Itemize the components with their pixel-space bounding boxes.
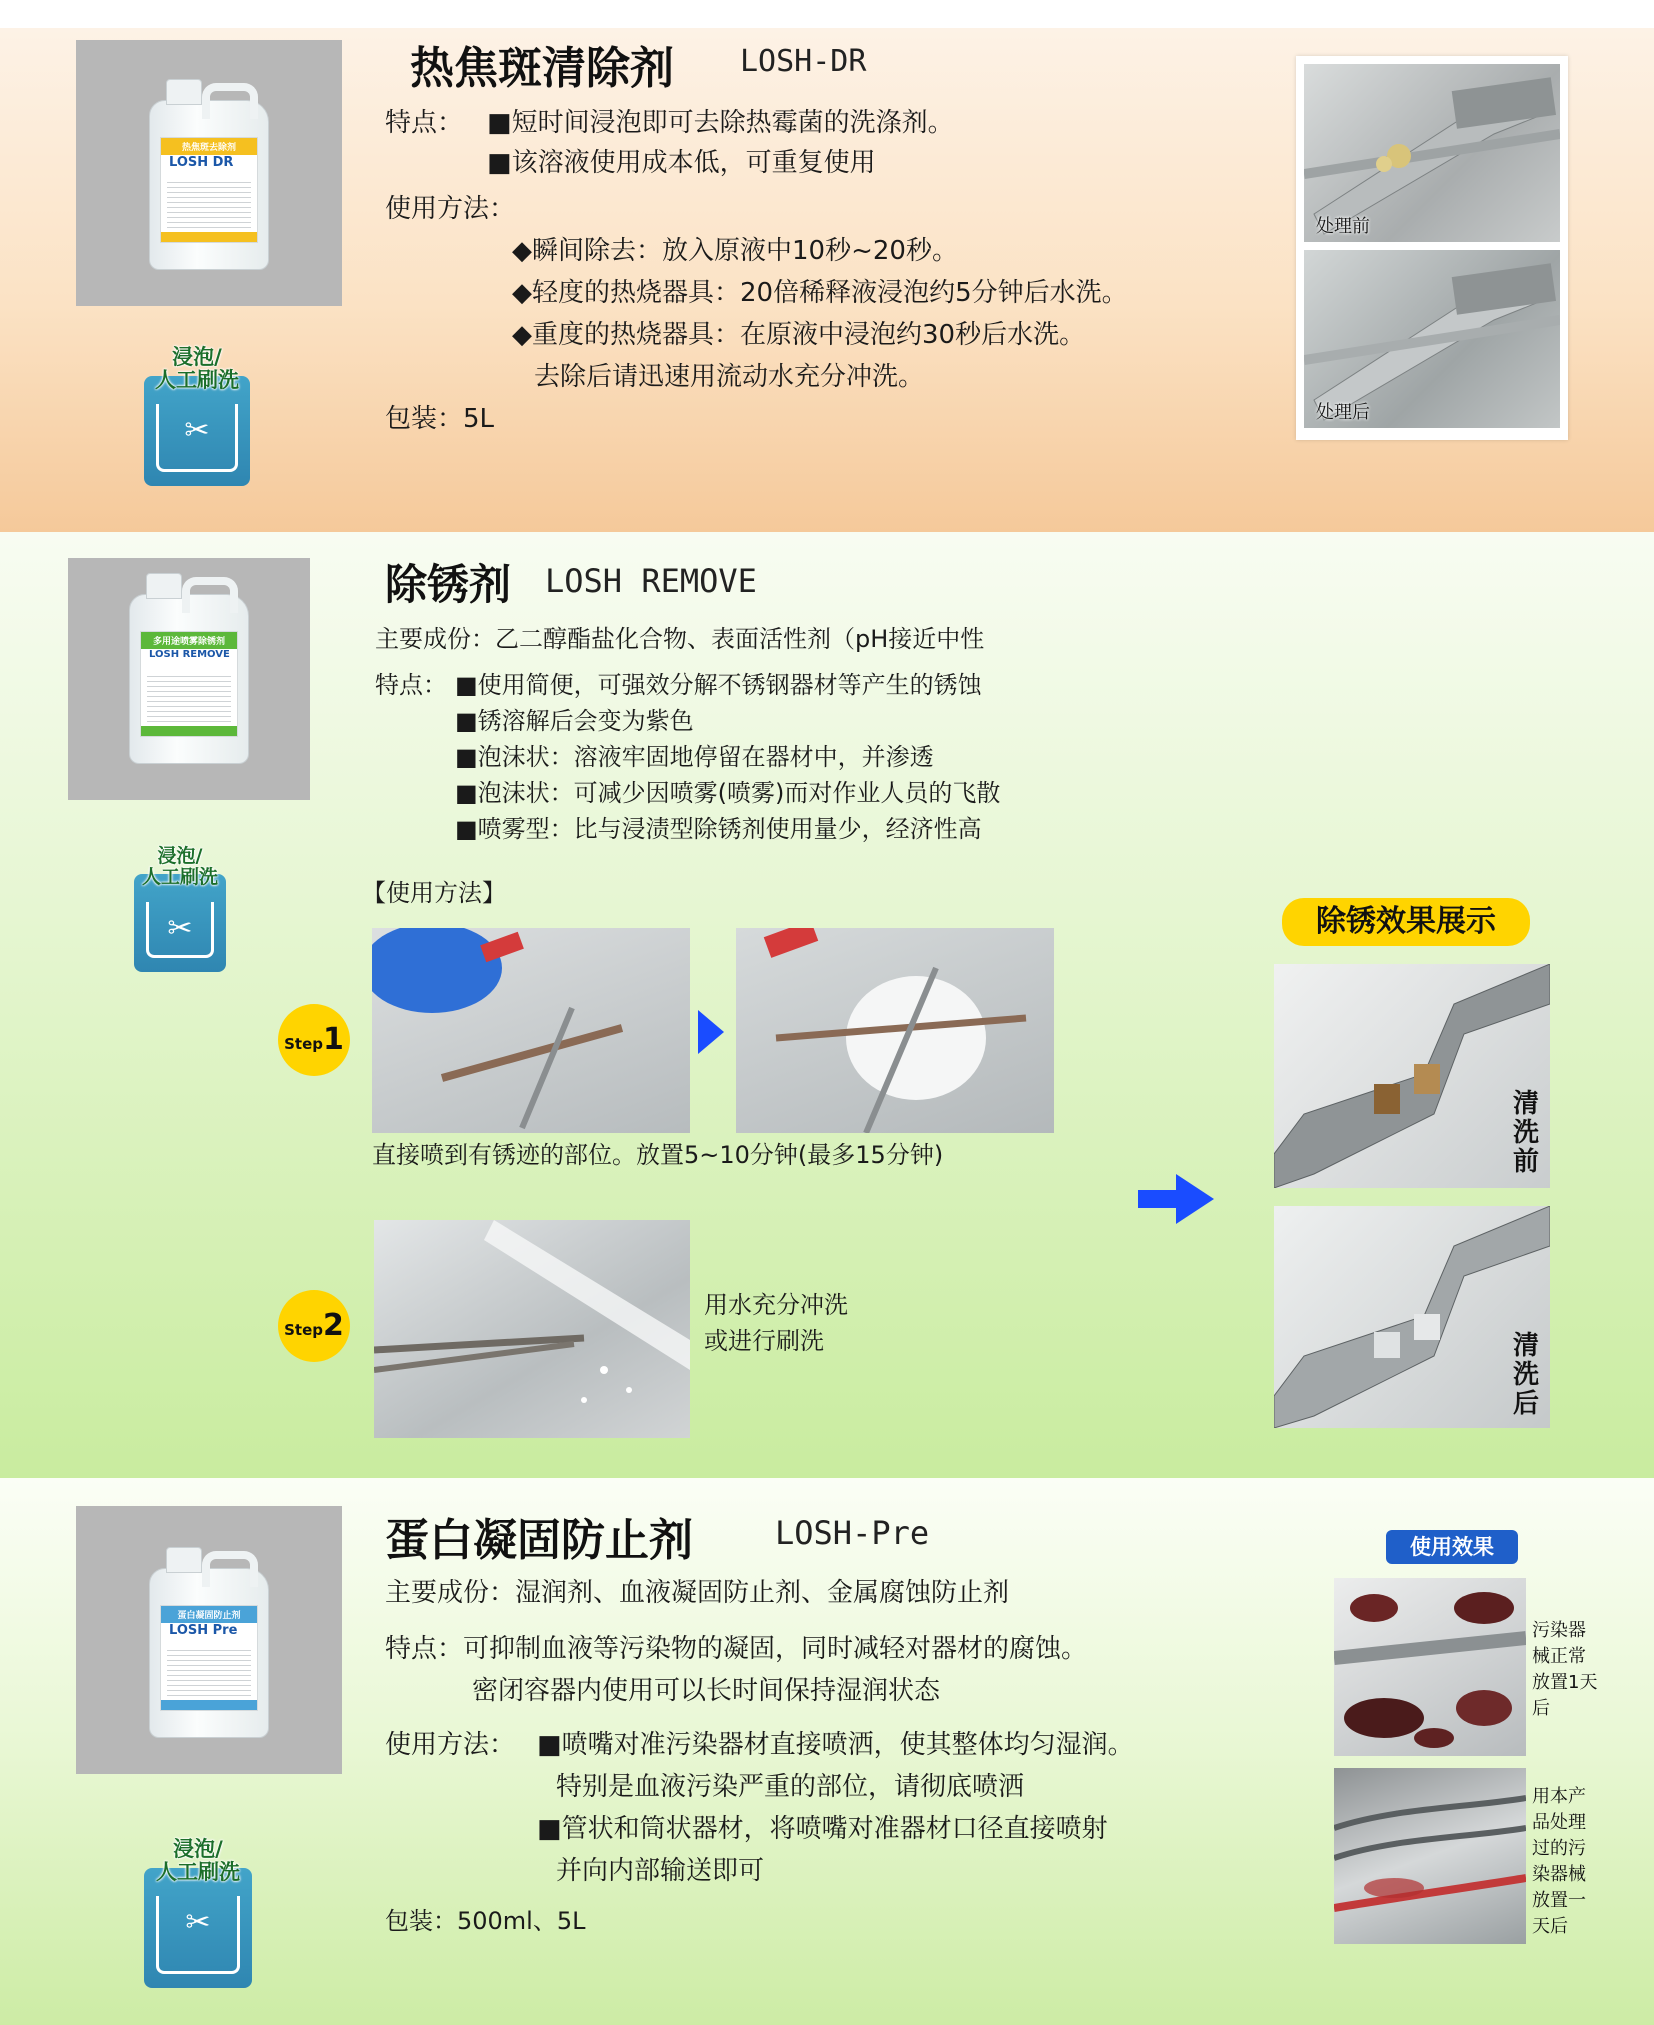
product-title: 除锈剂 — [385, 560, 512, 609]
method-icon-label: 浸泡/ 人工刷洗 — [141, 845, 218, 888]
feature-item: ■泡沫状：可减少因喷雾(喷雾)而对作业人员的飞散 — [455, 779, 1001, 807]
after-clean-photo — [1274, 1206, 1550, 1428]
after-clean-label: 清洗后 — [1512, 1331, 1539, 1419]
spray-illustration — [372, 928, 690, 1133]
before-label: 处理前 — [1316, 216, 1370, 237]
feature-item: ■喷雾型：比与浸渍型除锈剂使用量少，经济性高 — [455, 815, 982, 843]
product-code: LOSH-Pre — [775, 1514, 930, 1552]
instrument-illustration — [1274, 964, 1550, 1188]
usage-label: 使用方法： — [385, 1730, 516, 1760]
bottle-label-text: 多用途喷雾除锈剂 — [141, 632, 237, 649]
step-2-badge — [278, 1290, 350, 1362]
ingredients: 主要成份：湿润剂、血液凝固防止剂、金属腐蚀防止剂 — [385, 1578, 1010, 1608]
usage-item: ■喷嘴对准污染器材直接喷洒，使其整体均匀湿润。 — [537, 1730, 1134, 1760]
bottle-label-text: 热焦斑去除剂 — [161, 138, 257, 155]
before-photo — [1304, 64, 1560, 242]
bottle-brand-text: LOSH DR — [169, 155, 234, 170]
step-1-badge — [278, 1004, 350, 1076]
scissors-icon: ✂ — [184, 413, 210, 448]
treated-photo — [1334, 1768, 1526, 1944]
usage-item: ◆轻度的热烧器具：20倍稀释液浸泡约5分钟后水洗。 — [512, 278, 1128, 308]
bottle-image — [129, 594, 249, 764]
effect-title-badge: 使用效果 — [1386, 1530, 1518, 1564]
method-icon-label: 浸泡/ 人工刷洗 — [155, 345, 239, 392]
feature-item: ■泡沫状：溶液牢固地停留在器材中，并渗透 — [455, 743, 934, 771]
instrument-illustration — [1334, 1768, 1526, 1944]
after-label: 处理后 — [1316, 402, 1370, 423]
features-label: 特点： — [375, 671, 447, 699]
usage-header: 【使用方法】 — [362, 879, 506, 907]
step-1-photo-b — [736, 928, 1054, 1133]
usage-item: ◆重度的热烧器具：在原液中浸泡约30秒后水洗。 — [512, 320, 1086, 350]
product-title: 蛋白凝固防止剂 — [385, 1515, 693, 1566]
package-info: 包装：5L — [385, 404, 495, 434]
features-line: 密闭容器内使用可以长时间保持湿润状态 — [472, 1676, 941, 1706]
rinse-illustration — [374, 1220, 690, 1438]
step-number: 2 — [323, 1308, 344, 1343]
arrow-right-icon — [698, 1010, 724, 1054]
step-1-caption: 直接喷到有锈迹的部位。放置5~10分钟(最多15分钟) — [372, 1141, 944, 1169]
features-label: 特点： — [385, 108, 464, 138]
feature-item: ■该溶液使用成本低，可重复使用 — [487, 148, 876, 178]
product-photo-pre — [76, 1506, 342, 1774]
contaminated-note: 污染器械正常放置1天后 — [1532, 1620, 1598, 1719]
product-title: 热焦斑清除剂 — [410, 43, 674, 94]
instrument-illustration — [1334, 1578, 1526, 1756]
bottle-brand-text: LOSH Pre — [169, 1623, 238, 1638]
arrow-head — [1176, 1174, 1214, 1224]
step-2-photo — [374, 1220, 690, 1438]
step-2-caption-line: 或进行刷洗 — [704, 1327, 824, 1355]
feature-item: ■锈溶解后会变为紫色 — [455, 707, 694, 735]
usage-item: ◆瞬间除去：放入原液中10秒~20秒。 — [512, 236, 958, 266]
features-line: 特点：可抑制血液等污染物的凝固，同时减轻对器材的腐蚀。 — [385, 1634, 1088, 1664]
treated-note: 用本产品处理过的污染器械放置一天后 — [1532, 1786, 1586, 1937]
section-losh-dr — [0, 28, 1654, 532]
contaminated-photo — [1334, 1578, 1526, 1756]
section-losh-pre — [0, 1478, 1654, 2025]
step-word: Step — [284, 1035, 323, 1053]
product-photo-dr — [76, 40, 342, 306]
method-icon-label: 浸泡/ 人工刷洗 — [156, 1837, 240, 1884]
usage-item: ■管状和筒状器材，将喷嘴对准器材口径直接喷射 — [537, 1814, 1108, 1844]
after-photo — [1304, 250, 1560, 428]
feature-item: ■短时间浸泡即可去除热霉菌的洗涤剂。 — [487, 108, 954, 138]
usage-item: 特别是血液污染严重的部位，请彻底喷洒 — [556, 1772, 1025, 1802]
soak-brush-icon — [138, 1838, 258, 1988]
usage-item: 去除后请迅速用流动水充分冲洗。 — [534, 362, 925, 392]
bottle-brand-text: LOSH REMOVE — [149, 649, 230, 660]
foam-illustration — [736, 928, 1054, 1133]
product-code: LOSH-DR — [740, 44, 867, 79]
step-word: Step — [284, 1321, 323, 1339]
bottle-label-text: 蛋白凝固防止剂 — [161, 1606, 257, 1623]
soak-brush-icon — [138, 346, 256, 486]
step-1-photo-a — [372, 928, 690, 1133]
package-info: 包装：500ml、5L — [385, 1907, 586, 1935]
step-2-caption-line: 用水充分冲洗 — [704, 1291, 848, 1319]
feature-item: ■使用简便，可强效分解不锈钢器材等产生的锈蚀 — [455, 671, 982, 699]
usage-label: 使用方法： — [385, 194, 516, 224]
usage-item: 并向内部输送即可 — [556, 1856, 765, 1886]
product-photo-remove — [68, 558, 310, 800]
before-after-panel — [1296, 56, 1568, 440]
scissors-icon: ✂ — [167, 911, 193, 946]
product-code: LOSH REMOVE — [545, 562, 757, 600]
before-clean-label: 清洗前 — [1512, 1089, 1539, 1177]
before-clean-photo — [1274, 964, 1550, 1188]
bottle-image — [149, 100, 269, 270]
soak-brush-icon — [128, 846, 232, 972]
section-losh-remove — [0, 532, 1654, 1478]
instrument-illustration — [1274, 1206, 1550, 1428]
step-number: 1 — [323, 1022, 344, 1057]
arrow-right-icon — [1138, 1190, 1178, 1208]
effect-title-badge: 除锈效果展示 — [1282, 898, 1530, 946]
scissors-icon: ✂ — [185, 1905, 211, 1940]
bottle-image — [149, 1568, 269, 1738]
ingredients: 主要成份：乙二醇酯盐化合物、表面活性剂（pH接近中性 — [375, 625, 985, 653]
